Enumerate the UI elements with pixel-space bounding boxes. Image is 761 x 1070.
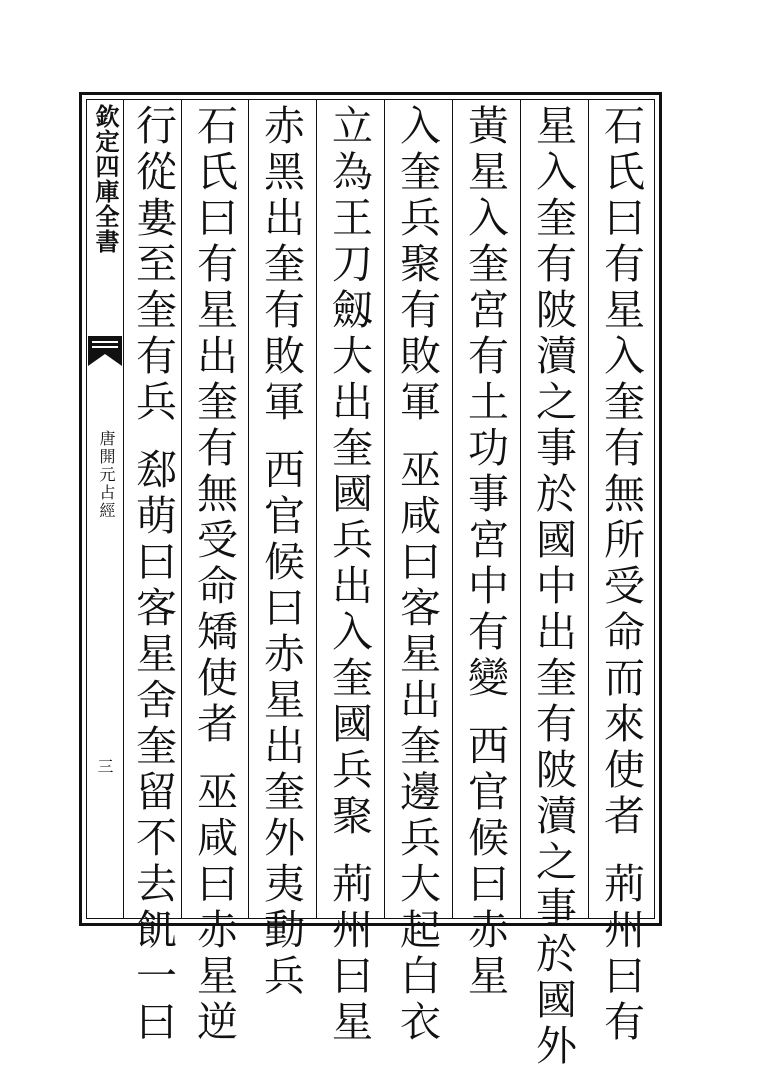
column-text-continued: 西官候曰赤星 <box>461 724 509 1000</box>
text-column-1 <box>592 104 650 1046</box>
column-text: 石氏曰有星出奎有無受命矯使者 <box>190 104 238 748</box>
column-text: 赤黑出奎有敗軍 <box>257 104 305 426</box>
text-column-7 <box>185 104 243 1046</box>
text-column-3 <box>456 104 514 1000</box>
margin-page-number: 三 <box>95 758 114 774</box>
column-text-continued: 荊州曰有 <box>597 862 645 1046</box>
column-text: 石氏曰有星入奎有無所受命而來使者 <box>597 104 645 840</box>
column-rule <box>452 99 453 919</box>
column-text: 星入奎有陂瀆之事於國中出奎有陂瀆之事於國外 <box>529 104 577 1070</box>
column-text-continued: 郄萌曰客星舍奎留不去飢一曰 <box>129 448 177 1046</box>
column-rule <box>588 99 589 919</box>
text-column-4 <box>388 104 446 1046</box>
column-text: 入奎兵聚有敗軍 <box>393 104 441 426</box>
column-rule <box>316 99 317 919</box>
margin-subtitle: 唐開元占經 <box>97 430 116 520</box>
text-column-2 <box>524 104 582 1070</box>
column-rule <box>248 99 249 919</box>
column-rule <box>520 99 521 919</box>
column-text-continued: 荊州曰星 <box>325 862 373 1046</box>
text-column-8 <box>124 104 182 1046</box>
text-column-6 <box>252 104 310 1000</box>
column-rule <box>384 99 385 919</box>
margin-title: 欽定四庫全書 <box>91 104 120 254</box>
column-text: 黃星入奎宮有土功事宮中有變 <box>461 104 509 702</box>
column-text-continued: 巫咸曰客星出奎邊兵大起白衣 <box>393 448 441 1046</box>
column-text-continued: 西官候曰赤星出奎外夷動兵 <box>257 448 305 1000</box>
text-column-5 <box>320 104 378 1046</box>
column-text: 行從婁至奎有兵 <box>129 104 177 426</box>
column-text: 立為王刀劔大出奎國兵出入奎國兵聚 <box>325 104 373 840</box>
column-text-continued: 巫咸曰赤星逆 <box>190 770 238 1046</box>
fishtail-mark-icon <box>88 336 122 366</box>
